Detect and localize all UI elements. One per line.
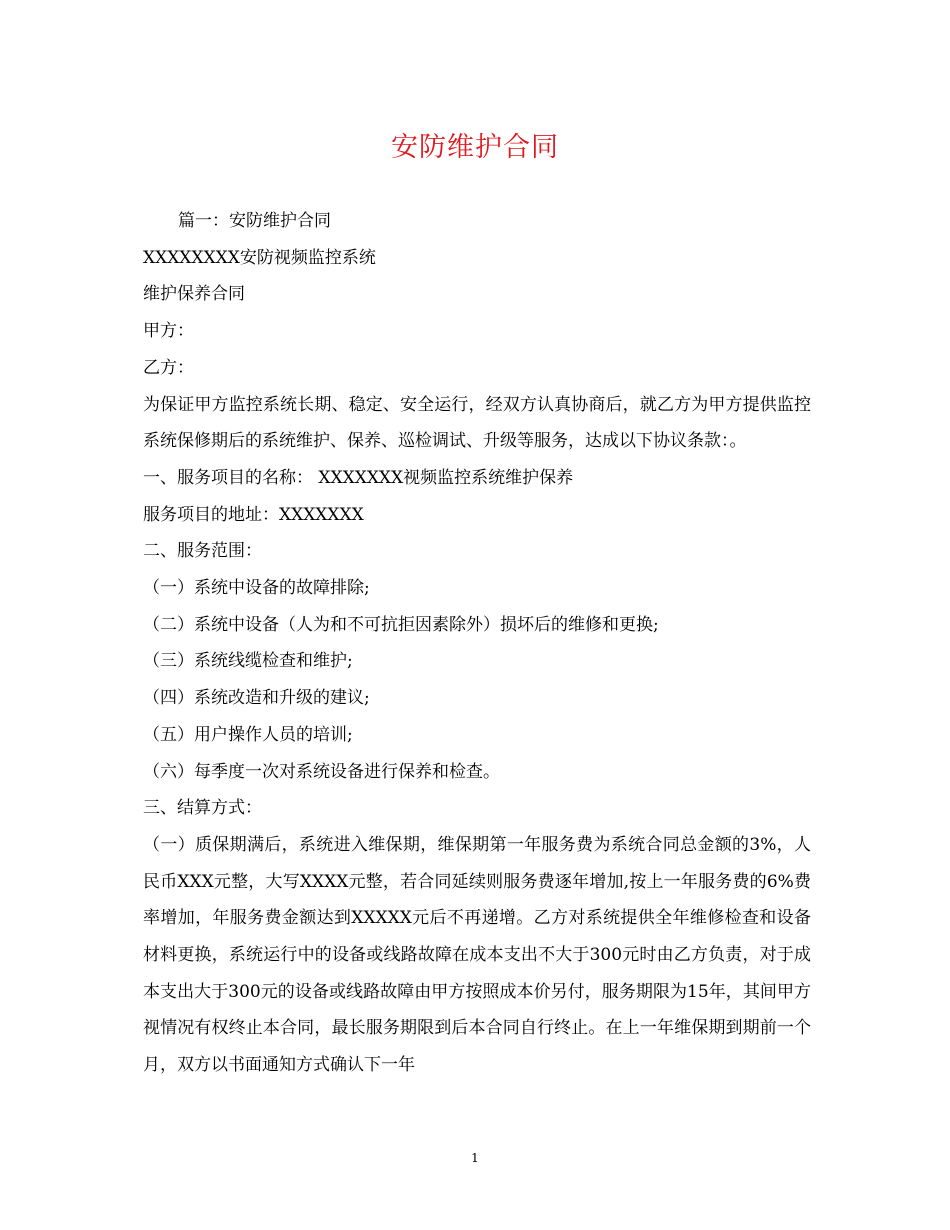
- scope-item: （二）系统中设备（人为和不可抗拒因素除外）损坏后的维修和更换;: [143, 614, 659, 635]
- scope-item: （六）每季度一次对系统设备进行保养和检查。: [143, 761, 500, 782]
- clause-2-heading: 二、服务范围：: [143, 541, 262, 562]
- clause-1-service-address: 服务项目的地址：XXXXXXX: [143, 504, 364, 525]
- clause-1-service-name: 一、服务项目的名称： XXXXXXX视频监控系统维护保养: [143, 467, 574, 488]
- document-body: [143, 203, 811, 1084]
- clause-3-heading: 三、结算方式：: [143, 798, 262, 819]
- scope-item: （三）系统线缆检查和维护;: [143, 651, 353, 672]
- document-title: 安防维护合同: [391, 132, 559, 163]
- scope-item: （五）用户操作人员的培训;: [143, 724, 353, 745]
- party-b-line: 乙方：: [143, 357, 194, 378]
- page-number: 1: [471, 1151, 479, 1165]
- scope-item: （一）系统中设备的故障排除;: [143, 578, 370, 599]
- section-heading: 篇一：安防维护合同: [178, 211, 331, 231]
- party-a-line: 甲方：: [143, 321, 194, 342]
- scope-item: （四）系统改造和升级的建议;: [143, 688, 370, 709]
- contract-type-line: 维护保养合同: [143, 284, 245, 305]
- system-name-line: XXXXXXXX安防视频监控系统: [143, 247, 376, 268]
- settlement-paragraph: （一）质保期满后，系统进入维保期，维保期第一年服务费为系统合同总金额的3%，人民币XXX元整，大写XXXX元整，若合同延续则服务费逐年增加,按上一年服务费的6%费率增加，年服务费金额达到XXXXX元后不再递增。乙方对系统提供全年维修检查和设备材料更换，系统运行中的设备或线路故障在成本支出不大于300元时由乙方负责，对于成本支出大于300元的设备或线路故障由甲方按照成本价另付，服务期限为15年，其间甲方视情况有权终止本合同，最长服务期限到后本合同自行终止。在上一年维保期到期前一个月，双方以书面通知方式确认下一年: [143, 834, 811, 1076]
- preamble-paragraph: 为保证甲方监控系统长期、稳定、安全运行，经双方认真协商后，就乙方为甲方提供监控系统保修期后的系统维护、保养、巡检调试、升级等服务，达成以下协议条款：。: [143, 394, 811, 452]
